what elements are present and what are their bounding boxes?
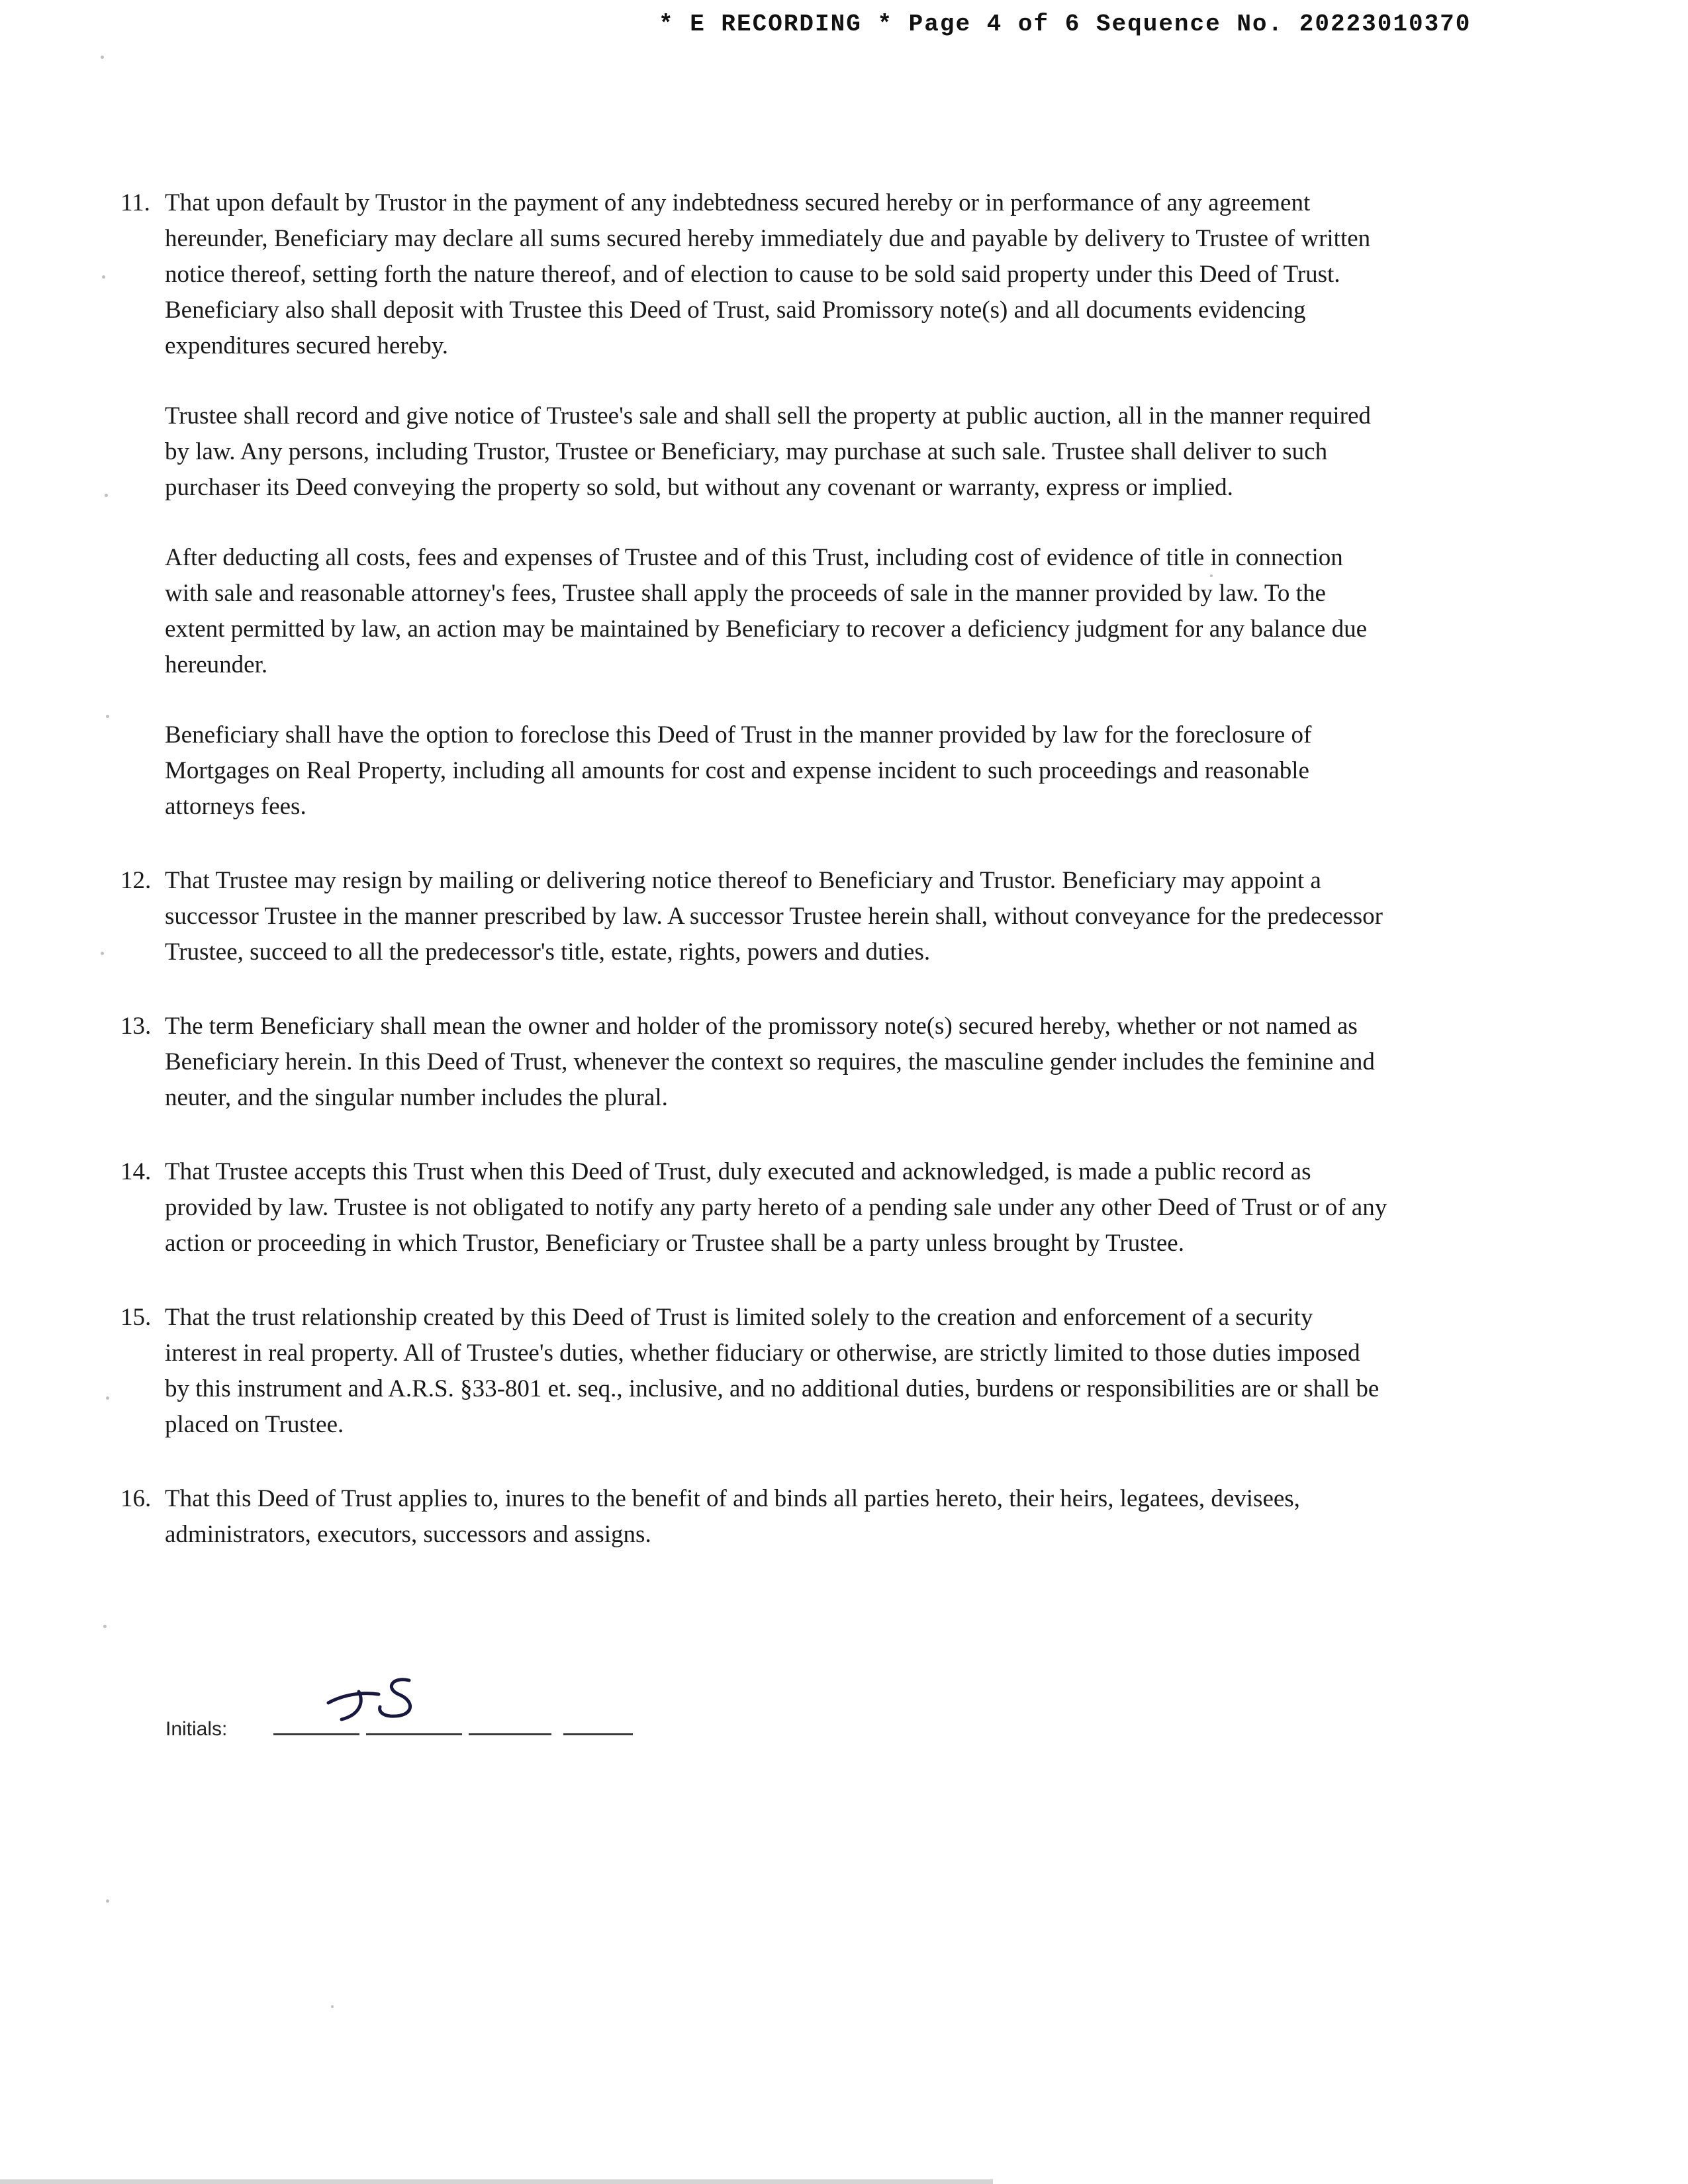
scan-artifact: [1210, 574, 1213, 577]
e-recording-header: * E RECORDING * Page 4 of 6 Sequence No. 20223010370: [659, 11, 1472, 38]
clause-13: [120, 1009, 1388, 1116]
scan-artifact: [103, 1625, 107, 1628]
clause-number: 15.: [120, 1304, 152, 1331]
scan-artifact: [106, 1899, 109, 1903]
clause-number: 16.: [120, 1485, 152, 1512]
scan-artifact: [105, 494, 108, 497]
clause-number: 14.: [120, 1158, 152, 1185]
clause-12: [120, 863, 1388, 970]
document-body: [120, 185, 1388, 1591]
clause-14: [120, 1154, 1388, 1261]
scan-artifact: [101, 56, 104, 59]
clause-number: 13.: [120, 1013, 152, 1040]
initials-label: Initials:: [165, 1718, 228, 1740]
clause-paragraph: Trustee shall record and give notice of Trustee's sale and shall sell the property at public auction, all in the manner required by law. Any persons, including Trustor, Trustee or Beneficiary, may purchase at such sale. Trustee shall deliver to such purchaser its Deed conveying the property so sold, but without any covenant or warranty, express or implied.: [165, 402, 1371, 501]
initials-blank-line: [563, 1711, 633, 1735]
clause-paragraph: That Trustee may resign by mailing or delivering notice thereof to Beneficiary and Trustor. Beneficiary may appoint a successor Trustee in the manner prescribed by law. A successor Trustee herein shall, without conveyance for the predecessor Trustee, succeed to all the predecessor's title, estate, rights, powers and duties.: [165, 867, 1383, 966]
scan-artifact: [331, 2005, 334, 2008]
initials-blank-line: [469, 1711, 551, 1735]
scan-artifact: [101, 952, 104, 955]
clause-paragraph: That upon default by Trustor in the payment of any indebtedness secured hereby or in performance of any agreement hereunder, Beneficiary may declare all sums secured hereby immediately due and payable by delivery to Trustee of written notice thereof, setting forth the nature thereof, and of election to cause to be sold said property under this Deed of Trust. Beneficiary also shall deposit with Trustee this Deed of Trust, said Promissory note(s) and all documents evidencing expenditures secured hereby.: [165, 189, 1371, 359]
scan-edge-shadow: [0, 2179, 993, 2184]
handwritten-initials-signature: [323, 1670, 442, 1736]
scan-artifact: [102, 275, 105, 279]
clause-paragraph: The term Beneficiary shall mean the owner and holder of the promissory note(s) secured hereby, whether or not named as Beneficiary herein. In this Deed of Trust, whenever the context so requires, the masculine gender includes the feminine and neuter, and the singular number includes the plural.: [165, 1013, 1375, 1111]
clause-paragraph: That the trust relationship created by this Deed of Trust is limited solely to the creation and enforcement of a security interest in real property. All of Trustee's duties, whether fiduciary or otherwise, are strictly limited to those duties imposed by this instrument and A.R.S. §33-801 et. seq., inclusive, and no additional duties, burdens or responsibilities are or shall be placed on Trustee.: [165, 1304, 1380, 1438]
clause-16: [120, 1481, 1388, 1553]
clause-number: 12.: [120, 867, 152, 894]
clause-11: [120, 185, 1388, 825]
scan-artifact: [106, 715, 109, 718]
scan-artifact: [106, 1396, 109, 1400]
initials-row: [165, 1711, 633, 1751]
clause-15: [120, 1300, 1388, 1443]
clause-paragraph: That this Deed of Trust applies to, inures to the benefit of and binds all parties hereto, their heirs, legatees, devisees, administrators, executors, successors and assigns.: [165, 1485, 1300, 1548]
clause-paragraph: Beneficiary shall have the option to foreclose this Deed of Trust in the manner provided by law for the foreclosure of Mortgages on Real Property, including all amounts for cost and expense incident to such proceedings and reasonable attorneys fees.: [165, 721, 1312, 820]
clause-paragraph: After deducting all costs, fees and expenses of Trustee and of this Trust, including cost of evidence of title in connection with sale and reasonable attorney's fees, Trustee shall apply the proceeds of sale in the manner provided by law. To the extent permitted by law, an action may be maintained by Beneficiary to recover a deficiency judgment for any balance due hereunder.: [165, 544, 1368, 678]
clause-paragraph: That Trustee accepts this Trust when this Deed of Trust, duly executed and acknowledged, is made a public record as provided by law. Trustee is not obligated to notify any party hereto of a pending sale under any other Deed of Trust or of any action or proceeding in which Trustor, Beneficiary or Trustee shall be a party unless brought by Trustee.: [165, 1158, 1387, 1257]
clause-number: 11.: [120, 189, 150, 216]
